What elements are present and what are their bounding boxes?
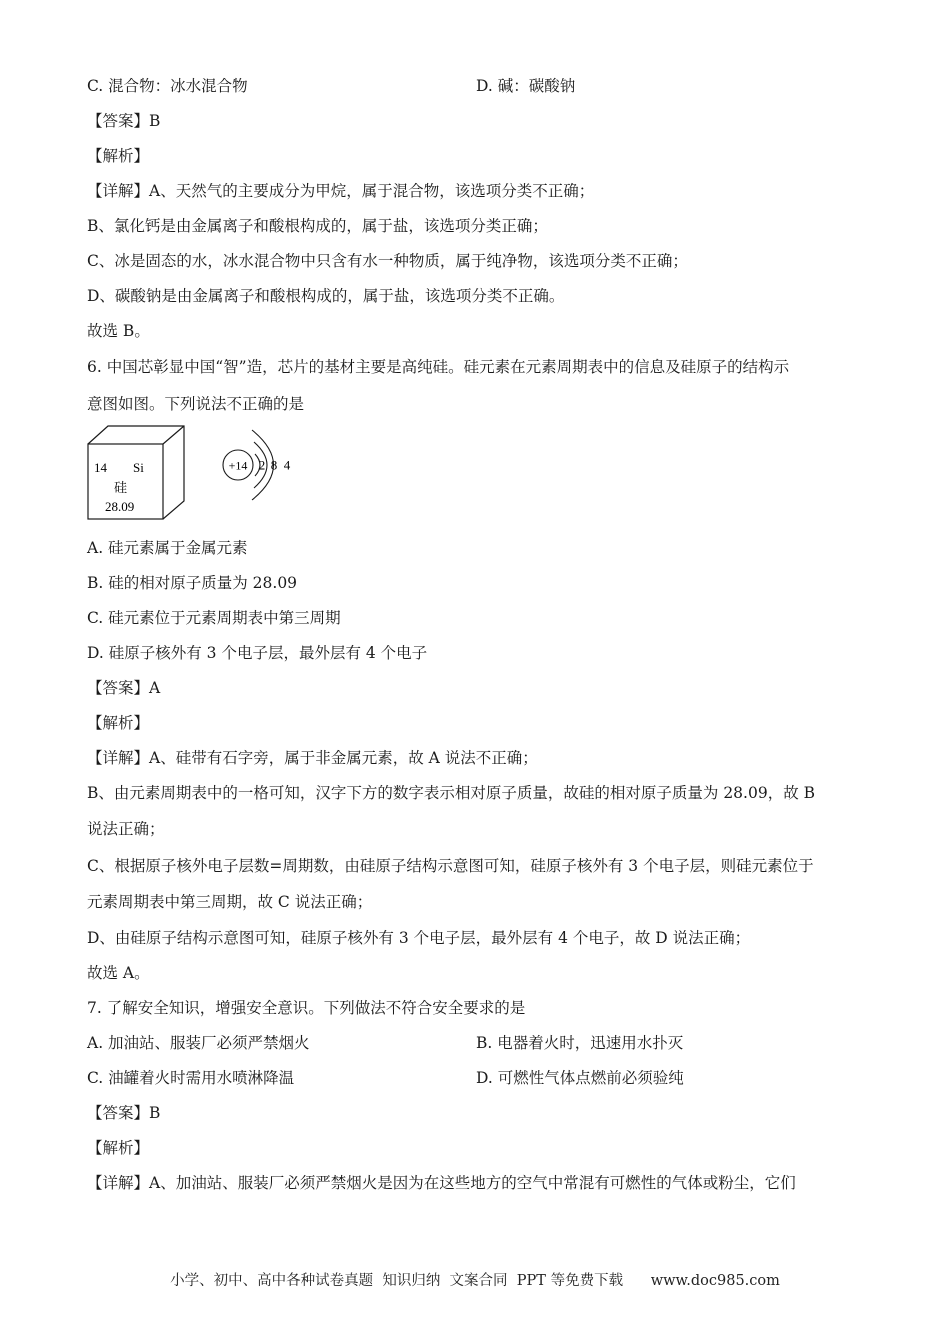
q6-detail-d: D、由硅原子结构示意图可知，硅原子核外有 3 个电子层，最外层有 4 个电子，故 D 说法正确； — [87, 929, 751, 947]
shell-2-electrons: 8 — [270, 457, 278, 473]
element-atomic-mass: 28.09 — [105, 499, 135, 514]
element-name: 硅 — [114, 481, 128, 496]
q6-answer: 【答案】A — [87, 679, 161, 697]
q5-option-d: D. 碱：碳酸钠 — [476, 77, 576, 95]
q6-detail-c-line-1: C、根据原子核外电子层数=周期数，由硅原子结构示意图可知，硅原子核外有 3 个电子层，则硅元素位于 — [87, 857, 814, 875]
page-footer — [0, 1269, 950, 1290]
nucleus-charge: +14 — [228, 458, 248, 473]
q5-answer: 【答案】B — [87, 112, 161, 130]
q7-option-b: B. 电器着火时，迅速用水扑灭 — [476, 1034, 684, 1052]
q5-detail-c: C、冰是固态的水，冰水混合物中只含有水一种物质，属于纯净物，该选项分类不正确； — [87, 252, 688, 270]
q6-analysis-heading: 【解析】 — [87, 714, 150, 732]
shell-3-electrons: 4 — [283, 457, 291, 473]
q7-stem: 7. 了解安全知识，增强安全意识。下列做法不符合安全要求的是 — [87, 999, 526, 1017]
q7-answer: 【答案】B — [87, 1104, 161, 1122]
q6-option-d: D. 硅原子核外有 3 个电子层，最外层有 4 个电子 — [87, 644, 428, 662]
q6-conclusion: 故选 A。 — [87, 964, 150, 982]
shell-1-electrons: 2 — [258, 457, 266, 473]
q5-detail-b: B、氯化钙是由金属离子和酸根构成的，属于盐，该选项分类正确； — [87, 217, 548, 235]
footer-text: 小学、初中、高中各种试卷真题 知识归纳 文案合同 PPT 等免费下载 — [170, 1273, 624, 1289]
q5-analysis-heading: 【解析】 — [87, 147, 150, 165]
q7-analysis-heading: 【解析】 — [87, 1139, 150, 1157]
q6-stem-line-2: 意图如图。下列说法不正确的是 — [87, 395, 305, 413]
q6-option-a: A. 硅元素属于金属元素 — [87, 539, 248, 557]
q6-stem-line-1: 6. 中国芯彰显中国“智”造，芯片的基材主要是高纯硅。硅元素在元素周期表中的信息及硅原子的结构示 — [87, 358, 790, 376]
silicon-figure — [87, 424, 307, 524]
q6-detail-b-line-1: B、由元素周期表中的一格可知，汉字下方的数字表示相对原子质量，故硅的相对原子质量为 28.09，故 B — [87, 784, 816, 802]
q6-detail-b-line-2: 说法正确； — [87, 820, 165, 838]
q7-option-c: C. 油罐着火时需用水喷淋降温 — [87, 1069, 295, 1087]
q6-detail-c-line-2: 元素周期表中第三周期，故 C 说法正确； — [87, 893, 373, 911]
q6-option-b: B. 硅的相对原子质量为 28.09 — [87, 574, 298, 592]
q5-detail-a: 【详解】A、天然气的主要成分为甲烷，属于混合物，该选项分类不正确； — [87, 182, 595, 200]
atom-structure-diagram — [223, 430, 291, 500]
q6-option-c: C. 硅元素位于元素周期表中第三周期 — [87, 609, 341, 627]
q7-detail-a: 【详解】A、加油站、服装厂必须严禁烟火是因为在这些地方的空气中常混有可燃性的气体或粉尘，它们 — [87, 1174, 796, 1192]
q5-conclusion: 故选 B。 — [87, 322, 150, 340]
q5-option-c: C. 混合物：冰水混合物 — [87, 77, 248, 95]
element-symbol: Si — [133, 460, 144, 475]
q7-option-a: A. 加油站、服装厂必须严禁烟火 — [87, 1034, 310, 1052]
footer-site-link[interactable]: www.doc985.com — [650, 1273, 780, 1289]
element-atomic-number: 14 — [94, 460, 107, 475]
q5-detail-d: D、碳酸钠是由金属离子和酸根构成的，属于盐，该选项分类不正确。 — [87, 287, 565, 305]
q7-option-d: D. 可燃性气体点燃前必须验纯 — [476, 1069, 684, 1087]
q6-detail-a: 【详解】A、硅带有石字旁，属于非金属元素，故 A 说法不正确； — [87, 749, 538, 767]
